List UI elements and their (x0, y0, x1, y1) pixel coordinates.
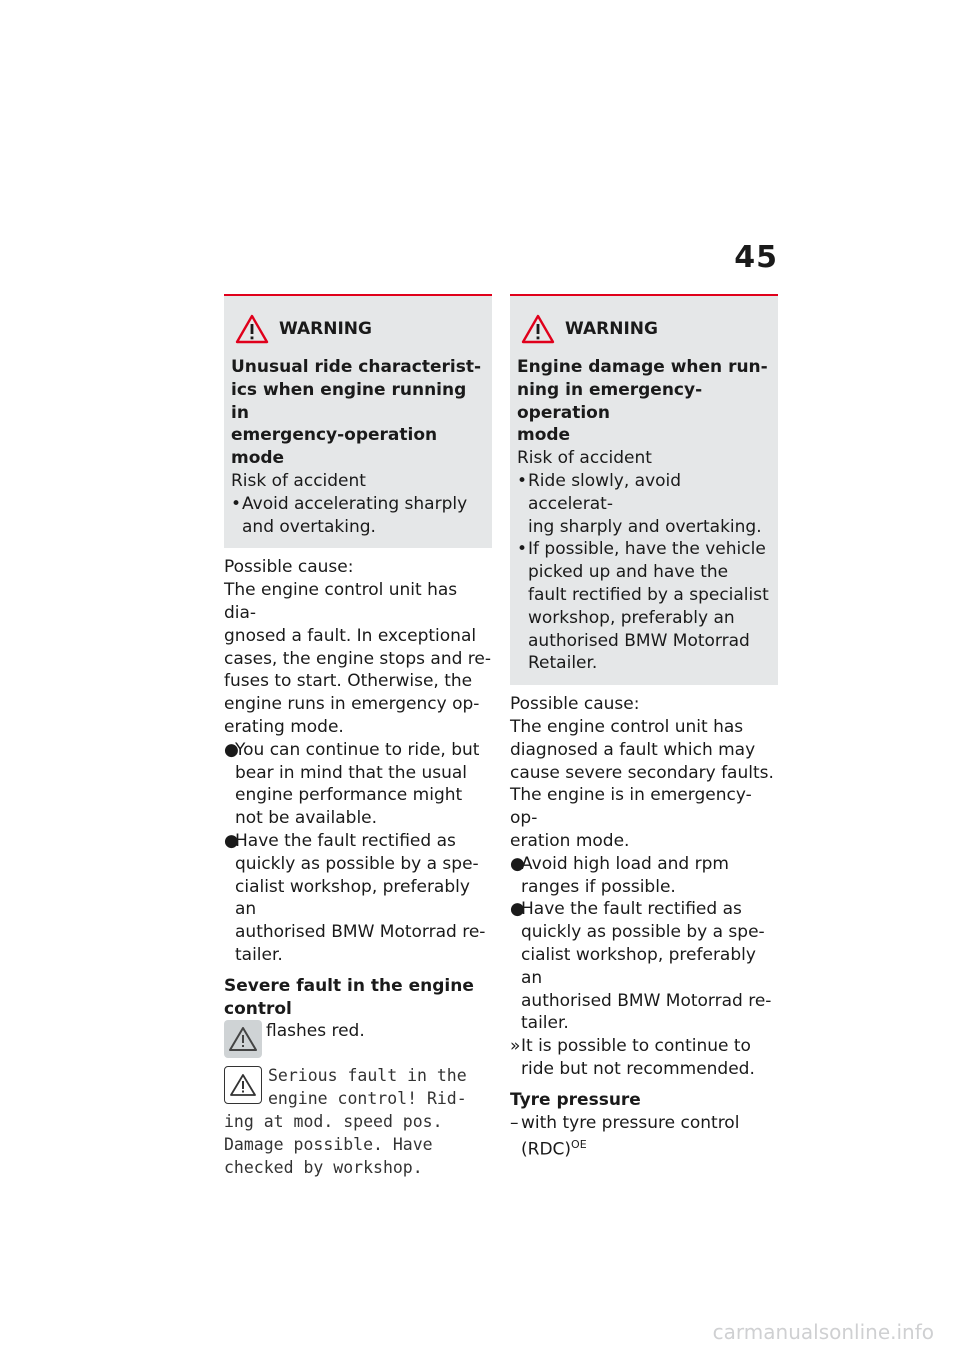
warning-bullet: • Ride slowly, avoid accelerat- ing sharply and overtaking. (517, 470, 762, 537)
warning-risk: Risk of accident (231, 470, 366, 491)
list-item: ● Have the fault rectified as quickly as possible by a spe- cialist workshop, preferably an authorised BMW Motorrad re- tailer. (224, 830, 486, 965)
warning-triangle-icon (521, 314, 555, 344)
warning-box (224, 294, 492, 548)
warning-heading: Unusual ride characterist- ics when engine running in emergency-operation mode (231, 357, 482, 469)
watermark: carmanualsonline.info (712, 1320, 934, 1344)
possible-cause: Possible cause: The engine control unit has diagnosed a fault which may cause severe secondary faults. The engine is in emergency-op- eration mode. (510, 694, 774, 851)
indicator-line (224, 1020, 492, 1058)
list-item: ● Have the fault rectified as quickly as possible by a spe- cialist workshop, preferably an authorised BMW Motorrad re- tailer. (510, 899, 772, 1034)
display-warning-icon (224, 1066, 262, 1104)
warning-header (235, 314, 484, 344)
warning-risk: Risk of accident (517, 448, 652, 469)
section-heading: Severe fault in the engine control (224, 975, 474, 1019)
option-item: – with tyre pressure control (RDC)$^{OE}$ (510, 1112, 740, 1160)
list-item: ● You can continue to ride, but bear in mind that the usual engine performance might not be available. (224, 739, 480, 829)
list-item: ● Avoid high load and rpm ranges if possible. (510, 853, 729, 897)
warning-title: WARNING (565, 318, 658, 339)
warning-header (521, 314, 770, 344)
possible-cause: Possible cause: The engine control unit has dia- gnosed a fault. In exceptional cases, the engine stops and re- fuses to start. Otherwise, the engine runs in emergency op- erating mode. (224, 557, 492, 737)
right-column (510, 294, 778, 1162)
left-column (224, 294, 492, 1179)
warning-triangle-icon (235, 314, 269, 344)
section-heading: Tyre pressure (510, 1089, 641, 1110)
optional-equipment-mark: OE (571, 1138, 587, 1152)
general-warning-light-icon (224, 1020, 262, 1058)
result-item: » It is possible to continue to ride but not recommended. (510, 1036, 755, 1079)
flashes-text: flashes red. (266, 1021, 365, 1042)
warning-title: WARNING (279, 318, 372, 339)
warning-heading: Engine damage when run- ning in emergency-operation mode (517, 357, 768, 446)
page-number: 45 (734, 240, 778, 275)
warning-box (510, 294, 778, 685)
warning-bullet: • If possible, have the vehicle picked up and have the fault rectified by a specialist workshop, preferably an authorised BMW Motorrad Retailer. (517, 539, 769, 674)
warning-bullet: • Avoid accelerating sharply and overtaking. (231, 493, 468, 537)
display-text: Serious fault in the engine control! Rid- ing at mod. speed pos. Damage possible. Have checked by workshop. (224, 1066, 467, 1178)
